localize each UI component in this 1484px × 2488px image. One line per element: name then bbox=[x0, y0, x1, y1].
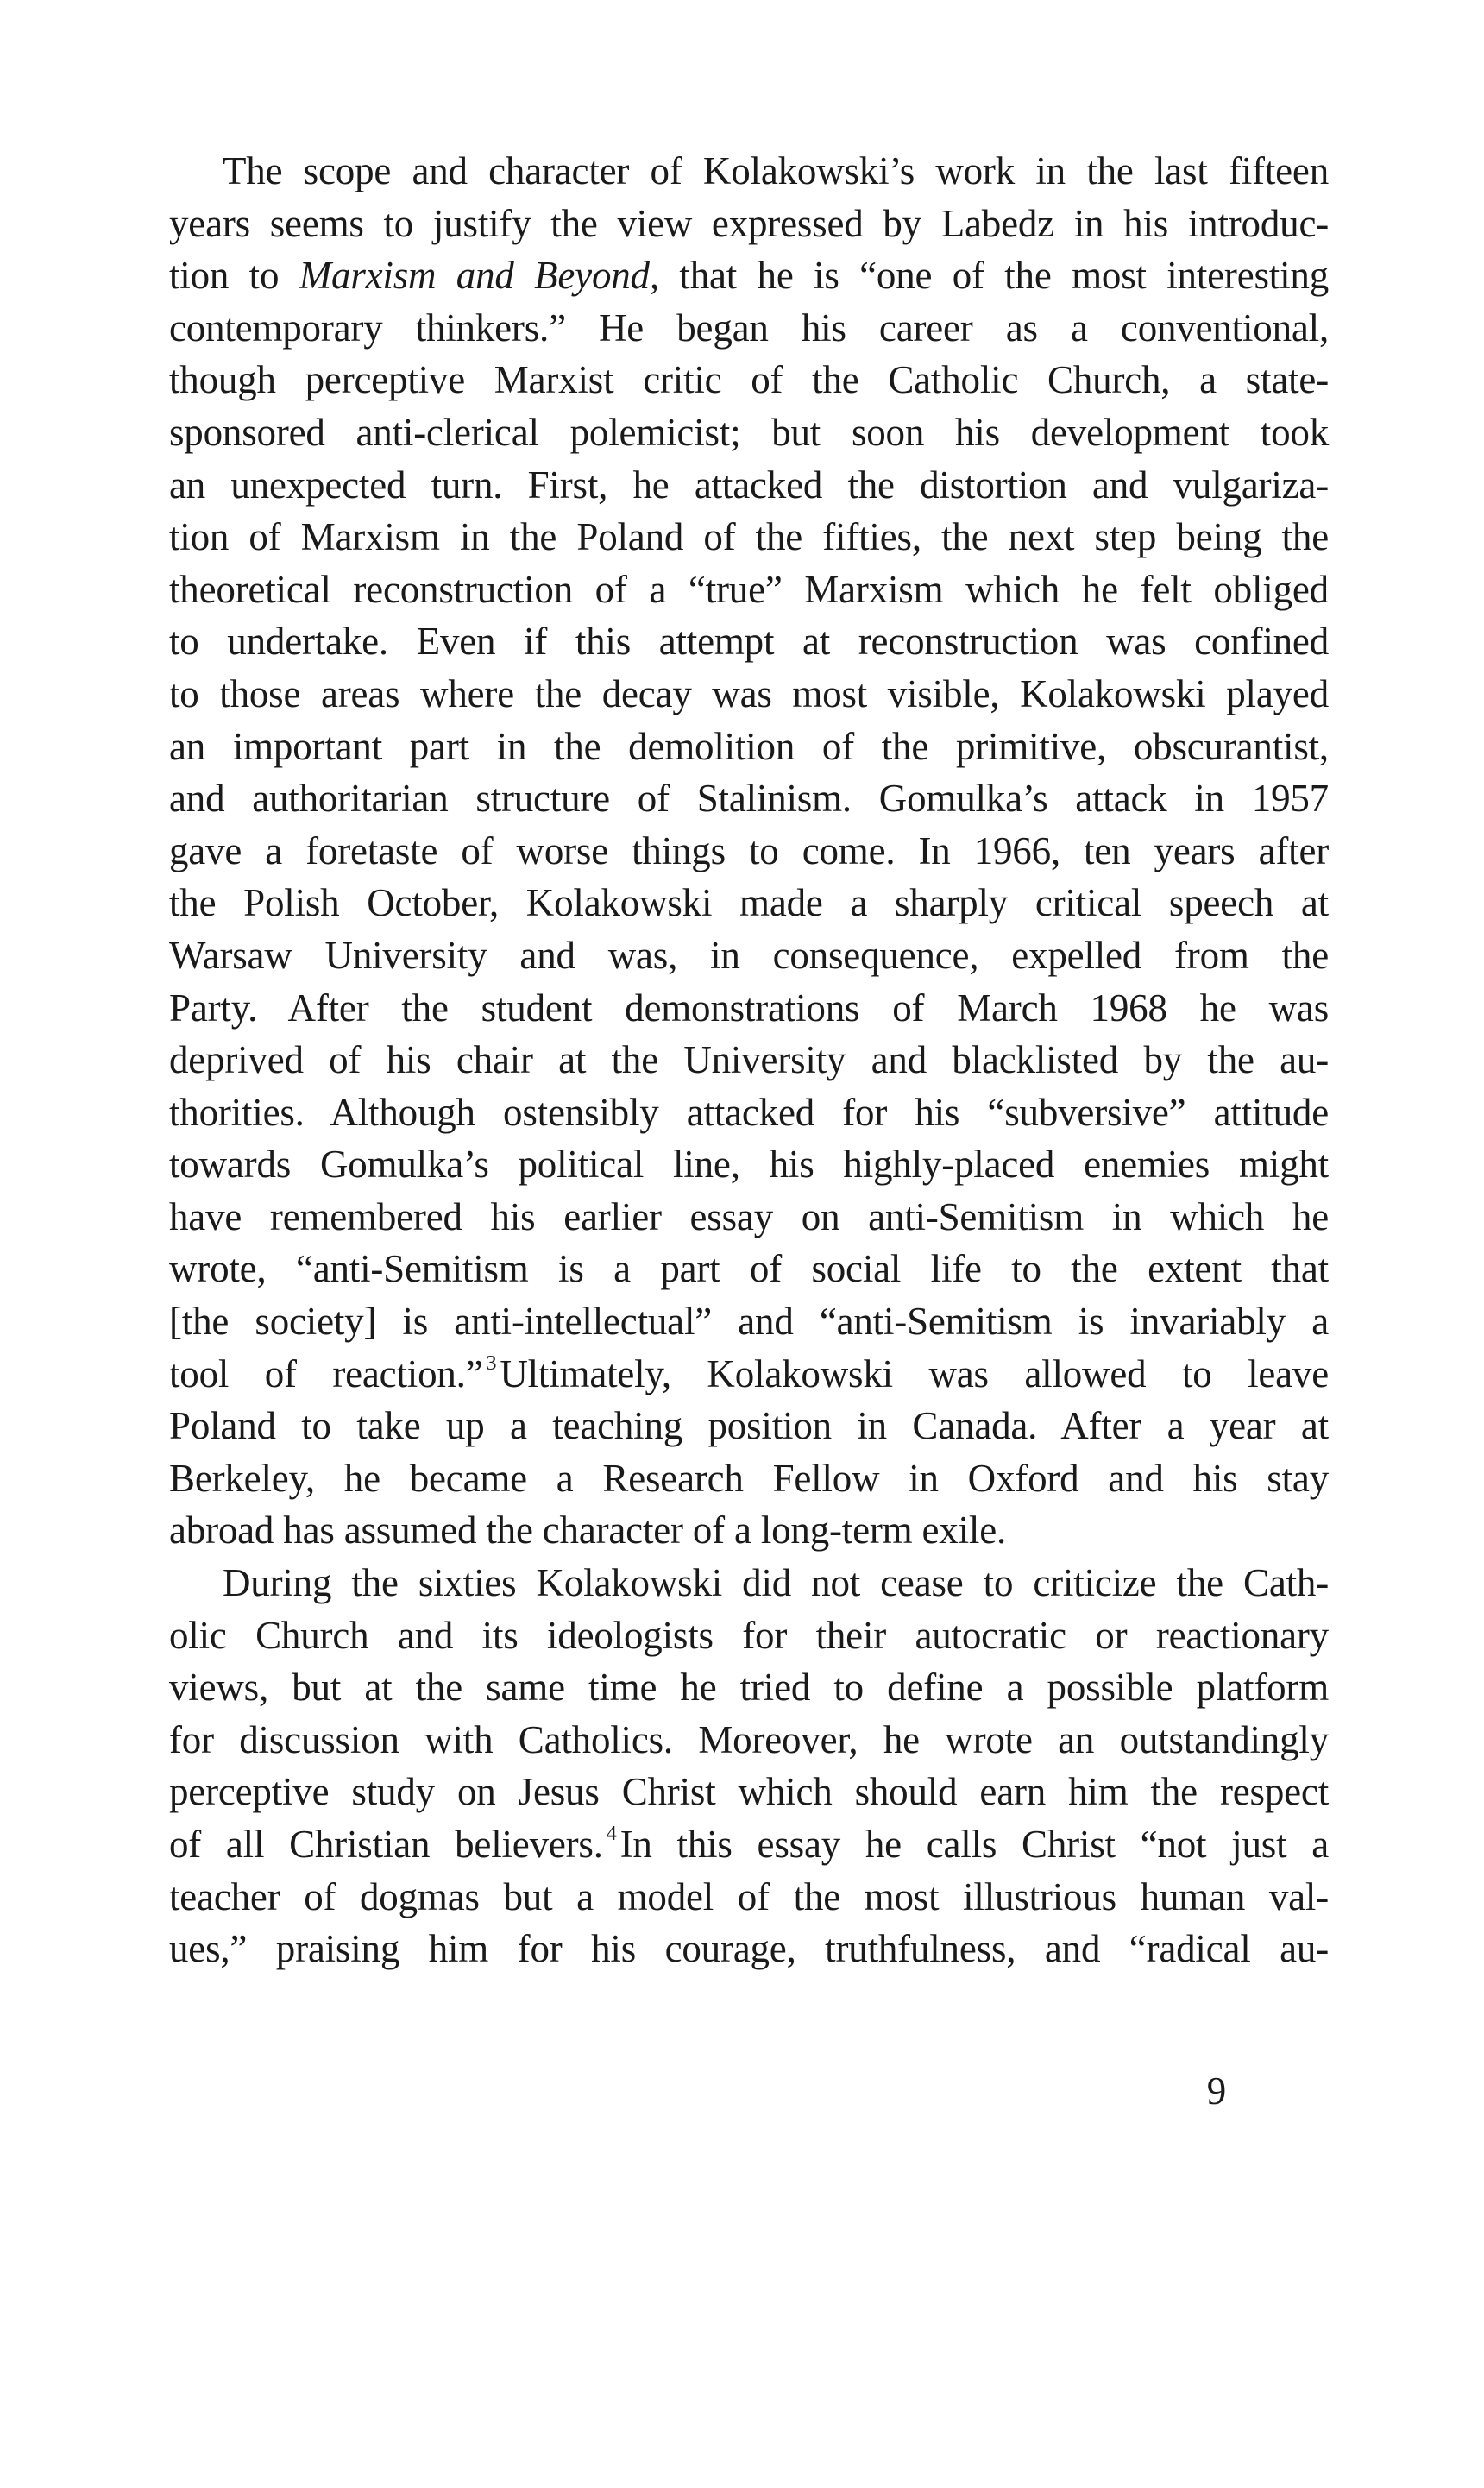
text-line: Poland to take up a teaching position in Canada. After a year at bbox=[169, 1404, 1329, 1448]
text-line: gave a foretaste of worse things to come. In 1966, ten years after bbox=[169, 828, 1329, 872]
text-line: views, but at the same time he tried to define a possible platform bbox=[169, 1666, 1329, 1710]
text-line: Berkeley, he became a Research Fellow in Oxford and his stay bbox=[169, 1456, 1329, 1500]
text-line: teacher of dogmas but a model of the most illustrious human val- bbox=[169, 1874, 1329, 1918]
text-line: though perceptive Marxist critic of the Catholic Church, a state- bbox=[169, 358, 1329, 402]
text-line bbox=[169, 249, 1329, 302]
text-line: tion of Marxism in the Poland of the fifties, the next step being the bbox=[169, 515, 1329, 559]
book-title: Marxism and Beyond, bbox=[299, 254, 659, 298]
text-span: that he is “one of the most interesting bbox=[679, 254, 1330, 298]
text-line: abroad has assumed the character of a long-term exile. bbox=[169, 1509, 1007, 1553]
text-span: tion to bbox=[169, 254, 280, 298]
page-number: 9 bbox=[1206, 2069, 1227, 2113]
body-text bbox=[169, 145, 1329, 1975]
text-span: In this essay he calls Christ “not just a bbox=[619, 1823, 1329, 1866]
text-span: Ultimately, Kolakowski was allowed to leave bbox=[500, 1351, 1330, 1395]
text-line: for discussion with Catholics. Moreover, he wrote an outstandingly bbox=[169, 1717, 1329, 1761]
text-line: towards Gomulka’s political line, his highly-placed enemies might bbox=[169, 1143, 1329, 1187]
footnote-marker: 4 bbox=[606, 1823, 617, 1845]
text-line: to undertake. Even if this attempt at reconstruction was confined bbox=[169, 620, 1329, 664]
text-line: ues,” praising him for his courage, truthfulness, and “radical au- bbox=[169, 1927, 1329, 1971]
text-line: to those areas where the decay was most visible, Kolakowski played bbox=[169, 671, 1329, 715]
text-line bbox=[169, 1818, 1329, 1871]
text-line: perceptive study on Jesus Christ which should earn him the respect bbox=[169, 1770, 1329, 1814]
footnote-marker: 3 bbox=[486, 1351, 497, 1375]
paragraph-2 bbox=[169, 1557, 1329, 1975]
text-span: tool of reaction.” bbox=[169, 1351, 483, 1395]
text-line bbox=[169, 1348, 1329, 1401]
text-line: The scope and character of Kolakowski’s work in the last fifteen bbox=[223, 149, 1329, 192]
text-span: of all Christian believers. bbox=[169, 1823, 603, 1866]
text-line: [the society] is anti-intellectual” and “anti-Semitism is invariably a bbox=[169, 1300, 1329, 1344]
text-line: an unexpected turn. First, he attacked the distortion and vulgariza- bbox=[169, 463, 1329, 507]
text-line: deprived of his chair at the University and blacklisted by the au- bbox=[169, 1038, 1329, 1082]
paragraph-1 bbox=[169, 145, 1329, 1557]
text-line: theoretical reconstruction of a “true” Marxism which he felt obliged bbox=[169, 567, 1329, 611]
text-line: contemporary thinkers.” He began his career as a conventional, bbox=[169, 305, 1329, 350]
text-line: sponsored anti-clerical polemicist; but soon his development took bbox=[169, 410, 1329, 454]
text-line: During the sixties Kolakowski did not cease to criticize the Cath- bbox=[223, 1561, 1329, 1605]
text-line: an important part in the demolition of the primitive, obscurantist, bbox=[169, 724, 1329, 768]
text-line: years seems to justify the view expressed by Labedz in his introduc- bbox=[169, 201, 1329, 245]
text-line: Warsaw University and was, in consequence, expelled from the bbox=[169, 933, 1329, 977]
text-line: and authoritarian structure of Stalinism. Gomulka’s attack in 1957 bbox=[169, 777, 1329, 821]
text-line: have remembered his earlier essay on anti-Semitism in which he bbox=[169, 1194, 1329, 1238]
text-line: olic Church and its ideologists for their autocratic or reactionary bbox=[169, 1613, 1329, 1657]
text-line: wrote, “anti-Semitism is a part of social life to the extent that bbox=[169, 1247, 1329, 1291]
text-line: thorities. Although ostensibly attacked for his “subversive” attitude bbox=[169, 1090, 1329, 1134]
text-line: the Polish October, Kolakowski made a sharply critical speech at bbox=[169, 881, 1329, 925]
text-line: Party. After the student demonstrations of March 1968 he was bbox=[169, 986, 1329, 1030]
